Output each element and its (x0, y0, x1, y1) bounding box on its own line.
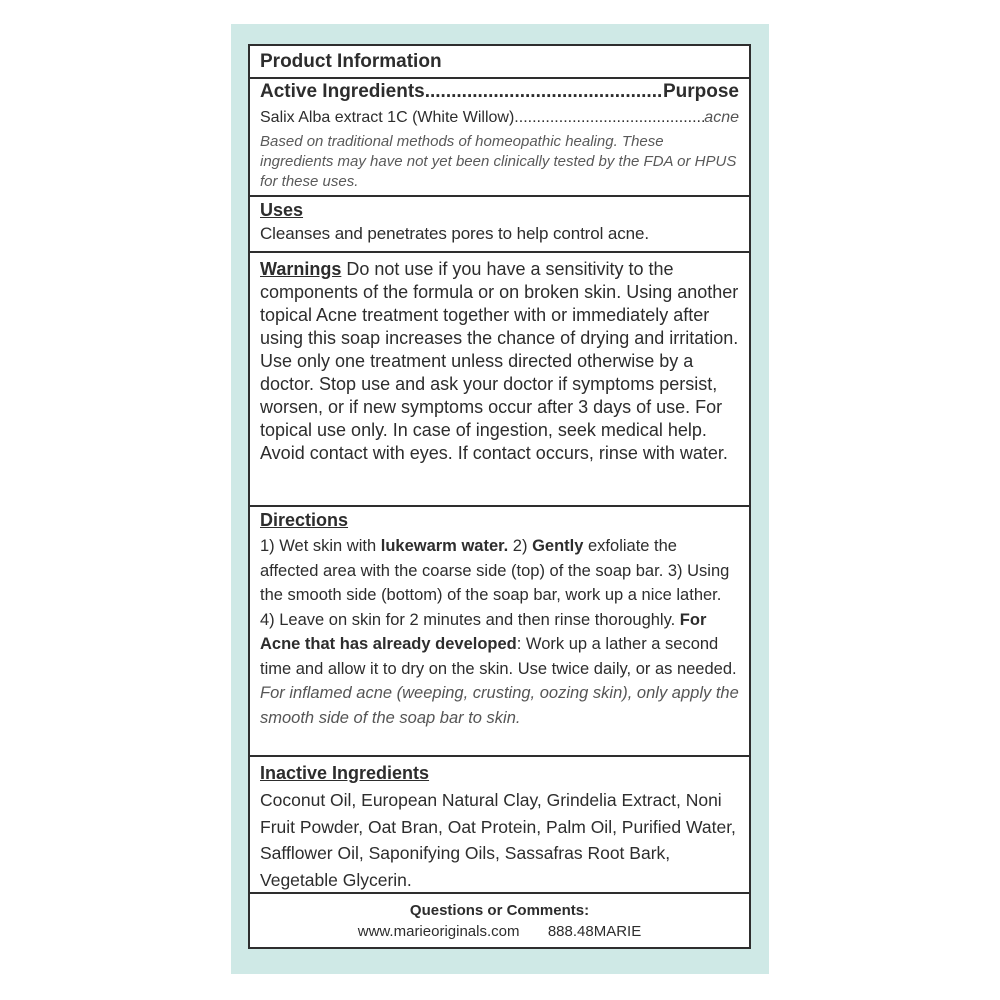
divider (250, 755, 749, 757)
phone-number: 888.48MARIE (547, 923, 642, 940)
purpose-heading: Purpose (662, 81, 739, 102)
directions-step-text: exfoliate the affected area with the coarse side (top) of the soap bar. 3) Using the smooth side (bottom) of the soap bar, work up a nice lather. 4) Leave on skin for 2 minutes and then rinse thoroughly. (260, 537, 730, 629)
directions-step-text: 1) Wet skin with (260, 537, 381, 555)
active-ingredient-name: Salix Alba extract 1C (White Willow) (260, 109, 515, 126)
inactive-ingredients-text: Coconut Oil, European Natural Clay, Grindelia Extract, Noni Fruit Powder, Oat Bran, Oat Protein, Palm Oil, Purified Water, Safflower Oil, Saponifying Oils, Sassafras Root Bark, Vegetable Glycerin. (260, 790, 736, 890)
warnings-section (250, 258, 749, 465)
uses-text: Cleanses and penetrates pores to help control acne. (260, 224, 649, 243)
product-info-section (250, 50, 749, 74)
uses-section (250, 199, 749, 246)
directions-inflamed-note: For inflamed acne (weeping, crusting, oozing skin), only apply the smooth side of the soap bar to skin. (260, 684, 739, 727)
website-link[interactable]: www.marieoriginals.com (357, 923, 520, 940)
product-info-title: Product Information (260, 51, 442, 72)
active-ingredients-heading: Active Ingredients (260, 81, 425, 102)
active-ingredient-purpose: acne (704, 109, 739, 126)
homeopathic-note: Based on traditional methods of homeopathic healing. These ingredients may have not yet been clinically tested by the FDA or HPUS for these uses. (260, 133, 737, 190)
dot-leader (425, 80, 663, 104)
directions-emphasis: lukewarm water. (380, 537, 509, 555)
divider (250, 195, 749, 197)
drug-facts-panel (248, 44, 751, 949)
inactive-ingredients-heading: Inactive Ingredients (260, 763, 430, 783)
directions-step-text: : Work up a lather a second time and allow it to dry on the skin. Use twice daily, or as needed. (260, 635, 737, 678)
warnings-heading: Warnings (260, 259, 342, 279)
directions-text (260, 534, 739, 730)
inactive-ingredients-section (250, 762, 749, 893)
warnings-text: Do not use if you have a sensitivity to the components of the formula or on broken skin. Using another topical Acne treatment together with or immediately after using this soap increases the chance of drying and irritation. Use only one treatment unless directed otherwise by a doctor. Stop use and ask your doctor if symptoms persist, worsen, or if new symptoms occur after 3 days of use. For topical use only. In case of ingestion, seek medical help. Avoid contact with eyes. If contact occurs, rinse with water. (260, 259, 739, 463)
contact-footer (250, 900, 749, 942)
active-ingredients-header (260, 80, 739, 104)
directions-emphasis: For Acne that has already developed (260, 610, 707, 653)
directions-emphasis: Gently (532, 537, 584, 555)
directions-step-text: 2) (508, 537, 533, 555)
active-ingredients-section (250, 80, 749, 192)
directions-section (250, 509, 749, 730)
divider (250, 77, 749, 79)
divider (250, 505, 749, 507)
warnings-paragraph (260, 258, 739, 465)
divider (250, 251, 749, 253)
directions-heading: Directions (260, 510, 349, 530)
questions-heading: Questions or Comments: (409, 902, 590, 919)
divider (250, 892, 749, 894)
uses-heading: Uses (260, 200, 304, 220)
contact-row (260, 921, 739, 942)
active-ingredient-row (260, 106, 739, 130)
dot-leader (514, 106, 704, 130)
